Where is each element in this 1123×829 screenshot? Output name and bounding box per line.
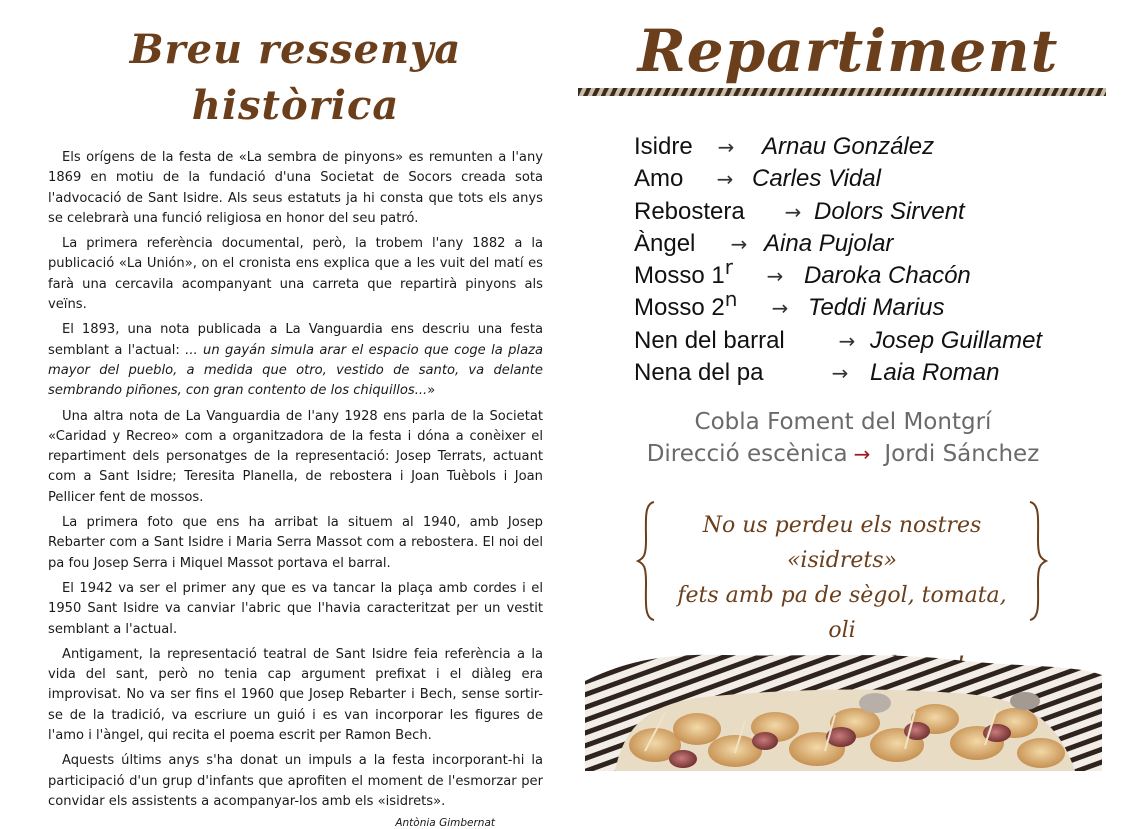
cast-list: [634, 126, 1108, 387]
cast-role: Àngel: [634, 229, 696, 257]
isidrets-photo: [585, 641, 1102, 771]
cast-row: [634, 158, 1108, 193]
history-text: [48, 148, 543, 812]
right-brace-icon: [1026, 500, 1048, 622]
cast-actor: Daroka Chacón: [804, 262, 971, 290]
cast-row: [634, 223, 1108, 255]
arrow-right-icon: →: [730, 231, 748, 256]
history-paragraph-5: La primera foto que ens ha arribat la situem al 1940, amb Josep Rebarter com a Sant Isidre i Maria Serra Massot com a rebostera. El noi del pa fou Josep Serra i Miquel Massot portava el barral.: [48, 515, 543, 571]
arrow-right-icon: →: [771, 296, 789, 321]
left-brace-icon: [636, 500, 658, 622]
history-column: [48, 22, 543, 829]
arrow-right-icon: →: [766, 264, 784, 289]
arrow-right-icon: →: [853, 442, 871, 467]
history-paragraph-3: El 1893, una nota publicada a La Vanguardia ens descriu una festa semblant a l'actual: ... un gayán simula arar el espacio que coge la plaza mayor del pueblo, a medida que otro, vestido de santo, va delante sembrando piñones, con gran contento de los chiquillos...»: [48, 322, 543, 399]
credits: [578, 406, 1108, 470]
cast-actor: Josep Guillamet: [870, 326, 1043, 354]
arrow-right-icon: →: [838, 328, 856, 353]
arrow-right-icon: →: [784, 199, 802, 224]
history-paragraph-2: La primera referència documental, però, la trobem l'any 1882 a la publicació «La Unión», on el cronista ens explica que a les vuit del matí es farà una cercavila acompanyant una carreta que repartirà pinyons als veïns.: [48, 236, 543, 313]
cast-row: [634, 287, 1108, 322]
cast-row: [634, 126, 1108, 158]
cast-row: [634, 320, 1108, 352]
director-line: [578, 438, 1108, 470]
cast-actor: Carles Vidal: [752, 165, 881, 193]
band-name: Cobla Foment del Montgrí: [694, 409, 992, 436]
ordinal-suffix: n: [724, 287, 738, 312]
cast-column: [578, 16, 1108, 470]
arrow-right-icon: →: [716, 167, 734, 192]
arrow-right-icon: →: [717, 135, 735, 159]
cast-title: Repartiment: [637, 17, 1059, 85]
cast-actor: Dolors Sirvent: [814, 197, 965, 225]
cast-row: [634, 255, 1108, 290]
cast-actor: Teddi Marius: [808, 294, 945, 322]
director-label: Direcció escènica: [646, 441, 848, 468]
history-paragraph-6: El 1942 va ser el primer any que es va tancar la plaça amb cordes i el 1950 Sant Isidre va canviar l'abric que l'havia caracteritzat per un vestit semblant a l'actual.: [48, 580, 543, 637]
callout-line-1: No us perdeu els nostres «isidrets»: [702, 513, 982, 573]
cast-actor: Arnau González: [762, 133, 935, 160]
director-name: Jordi Sánchez: [884, 441, 1040, 468]
history-paragraph-8: Aquests últims anys s'ha donat un impuls a la festa incorporant-hi la participació d'un grup d'infants que aprofiten el moment de l'esmorzar per convidar els assistents a acompanyar-los amb els «isidrets».: [48, 753, 543, 809]
cast-role: Mosso 2: [634, 294, 725, 322]
striped-divider: [578, 88, 1106, 96]
isidrets-callout: [636, 500, 1048, 643]
cast-role: Rebostera: [634, 197, 745, 225]
history-title: Breu ressenya històrica: [129, 26, 462, 129]
cast-role: Nena del pa: [634, 359, 764, 387]
cast-role: Nen del barral: [634, 326, 785, 354]
cast-role: Amo: [634, 165, 684, 193]
ordinal-suffix: r: [724, 255, 733, 280]
history-paragraph-4: Una altra nota de La Vanguardia de l'any 1928 ens parla de la Societat «Caridad y Recreo» com a organitzadora de la festa i dóna a conèixer el repartiment dels personatges de la representació: Josep Terrats, actuant com a Sant Isidre; Teresita Planella, de rebostera i Joan Tuèbols i Joan Pellicer fent de mossos.: [48, 408, 543, 505]
cast-actor: Laia Roman: [870, 359, 1000, 387]
cast-role: Mosso 1: [634, 262, 725, 290]
cast-row: [634, 191, 1108, 223]
callout-line-2: fets amb pa de sègol, tomata, oli: [677, 583, 1007, 643]
history-paragraph-1: Els orígens de la festa de «La sembra de pinyons» es remunten a l'any 1869 en motiu de la fundació d'una Societat de Socors creada sota l'advocació de Sant Isidre. Als seus estatuts ja hi consta que tots els anys se celebrarà una funció religiosa en honor del seu patró.: [48, 150, 543, 226]
arrow-right-icon: →: [831, 361, 849, 386]
cast-row: [634, 352, 1108, 387]
author-signature: Antònia Gimbernat: [395, 817, 495, 829]
history-paragraph-7: Antigament, la representació teatral de Sant Isidre feia referència a la vida del sant, però no tenia cap argument prefixat i el diàleg era improvisat. No va ser fins el 1960 que Josep Rebarter i Bech, sense sortir-se de la tradició, va escriure un guió i es van incorporar les figures de l'amo i l'àngel, qui recita el poema escrit per Ramon Bech.: [48, 646, 543, 744]
cast-actor: Aina Pujolar: [764, 229, 894, 257]
cast-role: Isidre: [634, 133, 693, 160]
